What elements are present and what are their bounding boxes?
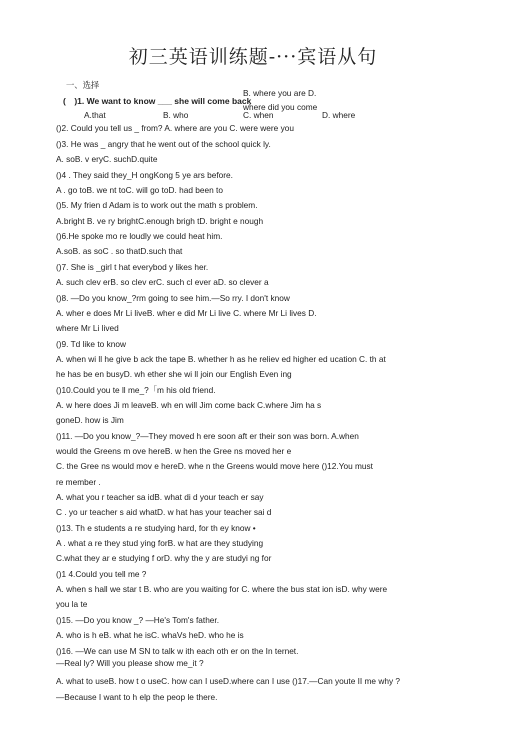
- question-line: ()16. —We can use M SN to talk w ith each oth er on the In ternet.: [56, 646, 299, 656]
- question-line: —Because I want to h elp the peop le there.: [56, 692, 218, 702]
- answer-options: where Mr Li lived: [56, 323, 119, 333]
- question-line: ()8. —Do you know_?rm going to see him.—So rry. I don't know: [56, 293, 290, 303]
- answer-options: C.what they ar e studying f orD. why the y are studyi ng for: [56, 553, 272, 563]
- section-heading: 一、选择: [66, 80, 100, 90]
- q1-option-right-1: B. where you are D.: [243, 88, 317, 98]
- q1-option-a: A.that: [84, 110, 106, 120]
- answer-options: you la te: [56, 599, 88, 609]
- q1-option-right-2: where did you come: [243, 102, 318, 112]
- answer-options: goneD. how is Jim: [56, 415, 124, 425]
- question-line: ()4 . They said they_H ongKong 5 ye ars before.: [56, 170, 233, 180]
- question-line: ()1 4.Could you tell me ?: [56, 569, 147, 579]
- answer-options: would the Greens m ove hereB. w hen the Gree ns moved her e: [56, 446, 292, 456]
- question-line: ()7. She is _girl t hat everybod y likes her.: [56, 262, 209, 272]
- answer-options: A. when wi ll he give b ack the tape B. whether h as he reliev ed higher ed ucation C. th at: [56, 354, 386, 364]
- answer-options: A. what you r teacher sa idB. what di d your teach er say: [56, 492, 264, 502]
- question-line: ()15. —Do you know _? —He's Tom's father.: [56, 615, 220, 625]
- question-line: ()11. —Do you know_?—They moved h ere soon aft er their son was born. A.when: [56, 431, 359, 441]
- answer-options: A. w here does Ji m leaveB. wh en will Jim come back C.where Jim ha s: [56, 400, 322, 410]
- question-line: ()13. Th e students a re studying hard, for th ey know •: [56, 523, 256, 533]
- q1-option-d: D. where: [322, 110, 356, 120]
- q1-option-c: C. when: [243, 110, 274, 120]
- answer-options: A. such clev erB. so clev erC. such cl ever aD. so clever a: [56, 277, 269, 287]
- page-title: 初三英语训练题-···宾语从句: [128, 46, 378, 68]
- question-line: ()2. Could you tell us _ from? A. where are you C. were were you: [56, 123, 294, 133]
- q1-option-b: B. who: [163, 110, 189, 120]
- answer-options: A. who is h eB. what he isC. whaVs heD. who he is: [56, 630, 244, 640]
- answer-options: A . go toB. we nt toC. will go toD. had been to: [56, 185, 223, 195]
- answer-options: A. what to useB. how t o useC. how can I useD.where can I use ()17.—Can youte II me why ?: [56, 676, 401, 686]
- question-line: re member .: [56, 477, 101, 487]
- question-line: ()3. He was _ angry that he went out of the school quick ly.: [56, 139, 271, 149]
- answer-options: he has be en busyD. wh ether she wi ll join our English Even ing: [56, 369, 292, 379]
- answer-options: C. the Gree ns would mov e hereD. whe n the Greens would move here ()12.You must: [56, 461, 373, 471]
- question-line: ()6.He spoke mo re loudly we could heat him.: [56, 231, 223, 241]
- question-line: ()10.Could you te ll me_?「m his old friend.: [56, 385, 216, 395]
- question-line: ()5. My frien d Adam is to work out the math s problem.: [56, 200, 258, 210]
- answer-options: A.soB. as soC . so thatD.such that: [56, 246, 183, 256]
- answer-options: A. soB. v eryC. suchD.quite: [56, 154, 158, 164]
- question-line: ()9. Td like to know: [56, 339, 126, 349]
- answer-options: A . what a re they stud ying forB. w hat are they studying: [56, 538, 264, 548]
- answer-options: C . yo ur teacher s aid whatD. w hat has your teacher sai d: [56, 507, 272, 517]
- answer-options: A. when s hall we star t B. who are you waiting for C. where the bus stat ion isD. why were: [56, 584, 388, 594]
- question-line: —Real ly? Will you please show me_it ?: [56, 658, 204, 668]
- question-1-stem: ( )1. We want to know ___ she will come back: [63, 96, 252, 106]
- answer-options: A. wher e does Mr Li liveB. wher e did Mr Li live C. where Mr Li lives D.: [56, 308, 317, 318]
- answer-options: A.bright B. ve ry brightC.enough brigh tD. bright e nough: [56, 216, 264, 226]
